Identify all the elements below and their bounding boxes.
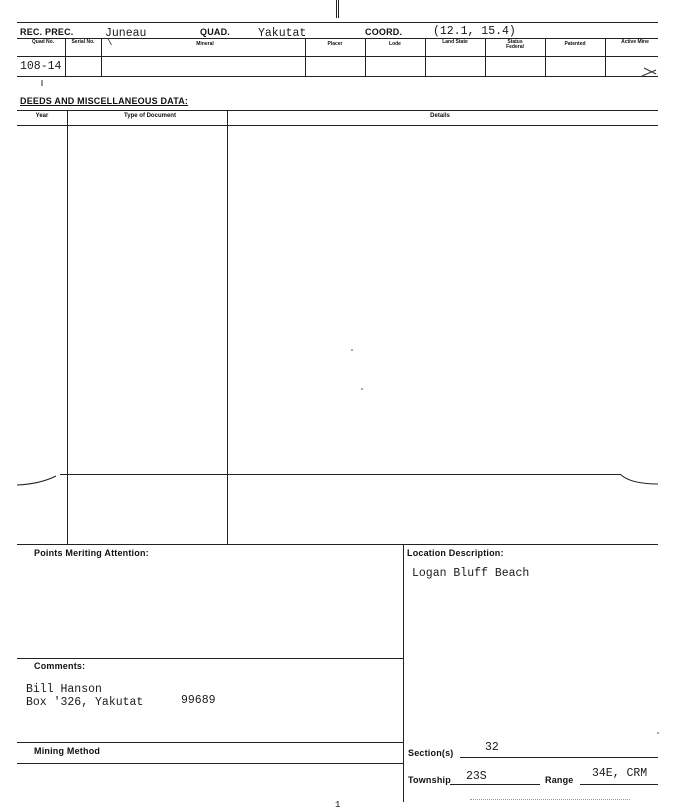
col-head-mineral: Mineral — [196, 41, 214, 47]
comments-bottom-rule — [17, 742, 403, 743]
speck-1 — [351, 349, 353, 351]
fold-mark-right — [620, 474, 658, 484]
col-head-placer: Placer — [327, 41, 343, 47]
bottom-section-divider — [403, 544, 404, 802]
comments-label: Comments: — [34, 661, 86, 671]
deeds-col-details: Details — [430, 113, 450, 119]
coord-value: (12.1, 15.4) — [433, 25, 516, 38]
range-value: 34E, CRM — [592, 767, 648, 780]
scribble-mark — [642, 68, 656, 76]
section-label: Section(s) — [408, 748, 454, 758]
deeds-col-type: Type of Document — [124, 113, 176, 119]
record-serial-mark: \ — [107, 38, 113, 48]
quad-label: QUAD. — [200, 27, 230, 37]
fold-mark-left — [17, 476, 56, 485]
page-mark: 1 — [335, 800, 341, 810]
comments-line1: Bill Hanson — [26, 683, 102, 696]
location-value: Logan Bluff Beach — [412, 567, 530, 580]
faint-bottom-line — [470, 799, 630, 800]
location-label: Location Description: — [407, 548, 504, 558]
points-bottom-rule — [17, 658, 403, 659]
section-underline — [460, 757, 658, 758]
points-label: Points Meriting Attention: — [34, 548, 149, 558]
range-underline — [580, 784, 658, 785]
rec-prec-value: Juneau — [105, 27, 147, 40]
coord-label: COORD. — [365, 27, 403, 37]
record-quad-no: 108-14 — [20, 60, 62, 73]
col-head-land-state: Land State — [442, 39, 468, 45]
col-head-status-federal: Status Federal — [506, 39, 524, 50]
section-value: 32 — [485, 741, 499, 754]
deeds-title: DEEDS AND MISCELLANEOUS DATA: — [20, 96, 189, 106]
rec-prec-label: REC. PREC. — [20, 27, 74, 37]
mining-rule — [17, 763, 403, 764]
quad-value: Yakutat — [258, 27, 307, 40]
mining-method-label: Mining Method — [34, 746, 101, 756]
range-label: Range — [545, 775, 574, 785]
comments-line2-b: 99689 — [181, 694, 216, 707]
col-head-serial-no: Serial No. — [71, 39, 95, 45]
township-value: 23S — [466, 770, 487, 783]
deeds-col-year: Year — [35, 113, 49, 119]
col-head-quad-no: Quad No. — [31, 39, 55, 45]
speck-2 — [361, 388, 363, 390]
township-label: Township — [408, 775, 451, 785]
comments-line2-a: Box '326, Yakutat — [26, 696, 144, 709]
col-head-patented: Patented — [564, 41, 586, 47]
col-head-lode: Lode — [389, 41, 401, 47]
township-underline — [450, 784, 540, 785]
bottom-section-top-rule — [17, 544, 658, 545]
speck-3 — [657, 732, 659, 734]
col-head-active: Active Mine — [621, 39, 649, 45]
